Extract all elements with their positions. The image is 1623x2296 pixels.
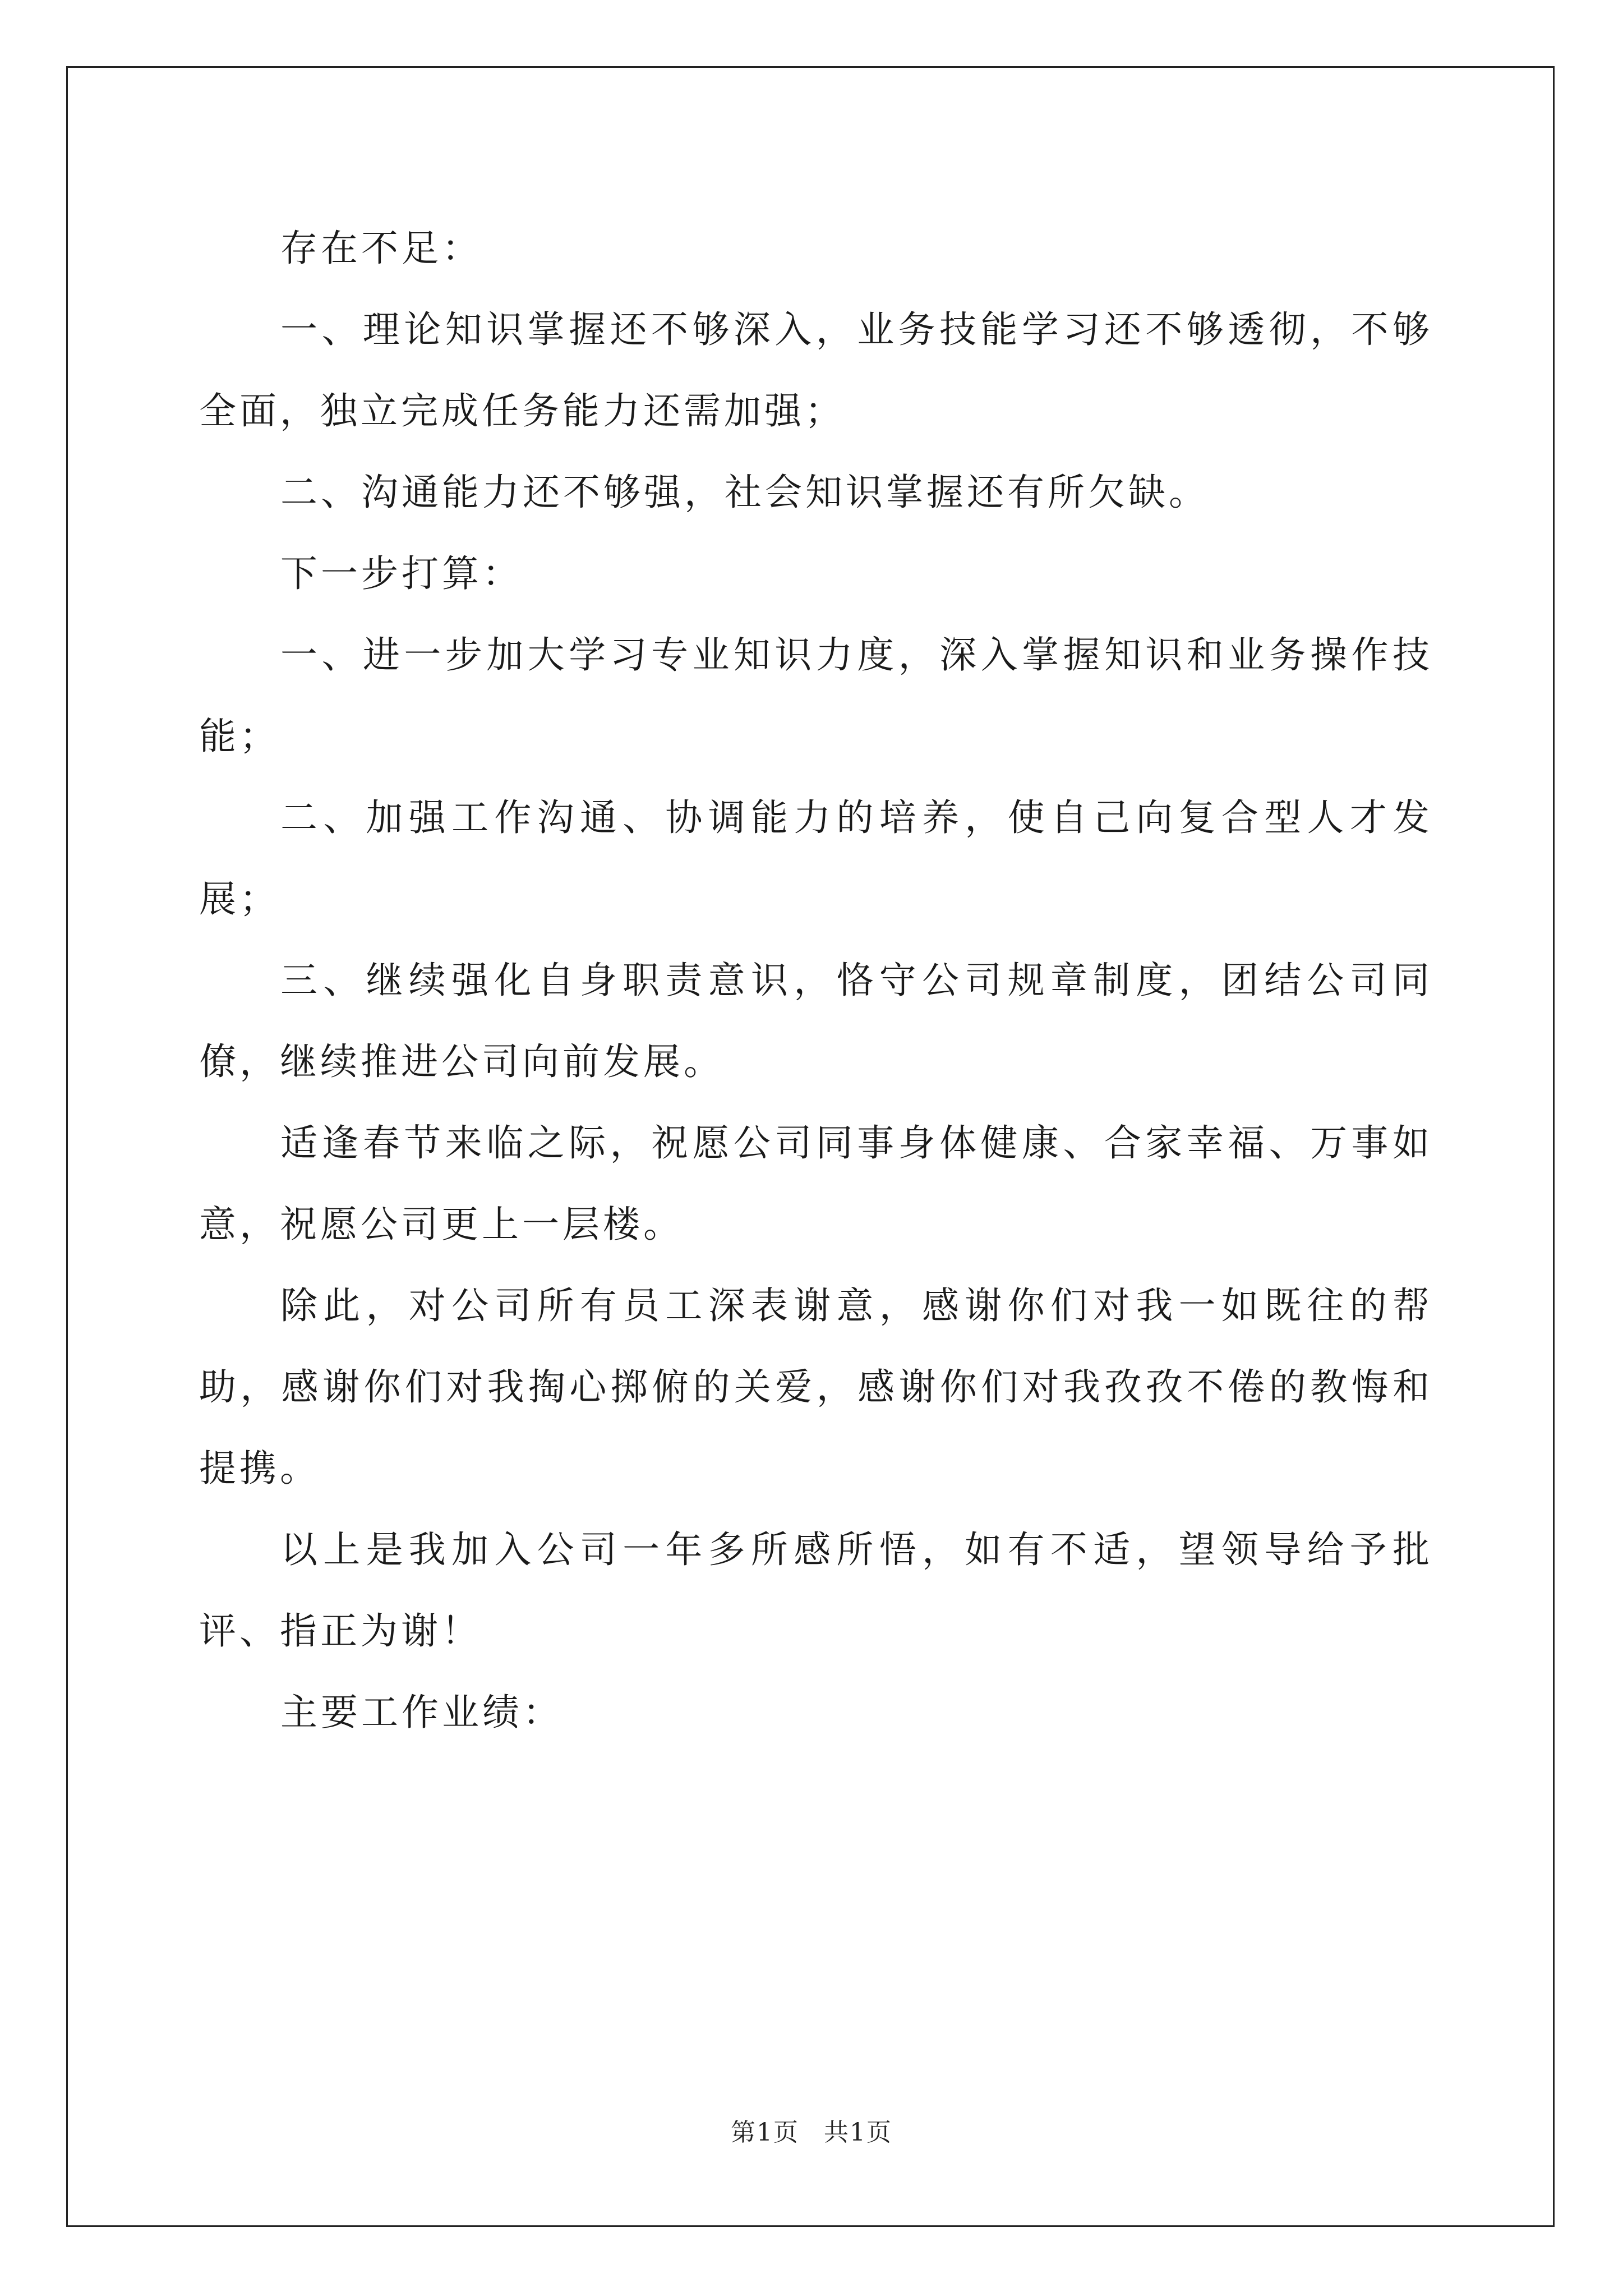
paragraph-closing: 以上是我加入公司一年多所感所悟，如有不适，望领导给予批评、指正为谢！ [199, 1528, 1433, 1653]
paragraph-next-step-1: 一、进一步加大学习专业知识力度，深入掌握知识和业务操作技能； [199, 633, 1433, 758]
paragraph-next-step-2: 二、加强工作沟通、协调能力的培养，使自己向复合型人才发展； [199, 796, 1433, 921]
page-number-current: 第1页 [731, 2118, 799, 2147]
page-number-total: 共1页 [824, 2118, 892, 2147]
paragraph-shortcomings-heading: 存在不足： [280, 227, 482, 270]
page-footer [0, 2112, 1623, 2148]
paragraph-greetings: 适逢春节来临之际，祝愿公司同事身体健康、合家幸福、万事如意，祝愿公司更上一层楼。 [199, 1121, 1433, 1246]
document-body [199, 208, 1433, 1753]
paragraph-achievements-heading: 主要工作业绩： [280, 1691, 563, 1734]
paragraph-next-step-3: 三、继续强化自身职责意识，恪守公司规章制度，团结公司同僚，继续推进公司向前发展。 [199, 959, 1433, 1083]
paragraph-shortcoming-1: 一、理论知识掌握还不够深入，业务技能学习还不够透彻，不够全面，独立完成任务能力还需加强； [199, 308, 1433, 432]
paragraph-thanks: 除此，对公司所有员工深表谢意，感谢你们对我一如既往的帮助，感谢你们对我掏心掷俯的关爱，感谢你们对我孜孜不倦的教悔和提携。 [199, 1284, 1433, 1490]
paragraph-next-steps-heading: 下一步打算： [280, 552, 523, 595]
paragraph-shortcoming-2: 二、沟通能力还不够强，社会知识掌握还有所欠缺。 [280, 471, 1209, 514]
